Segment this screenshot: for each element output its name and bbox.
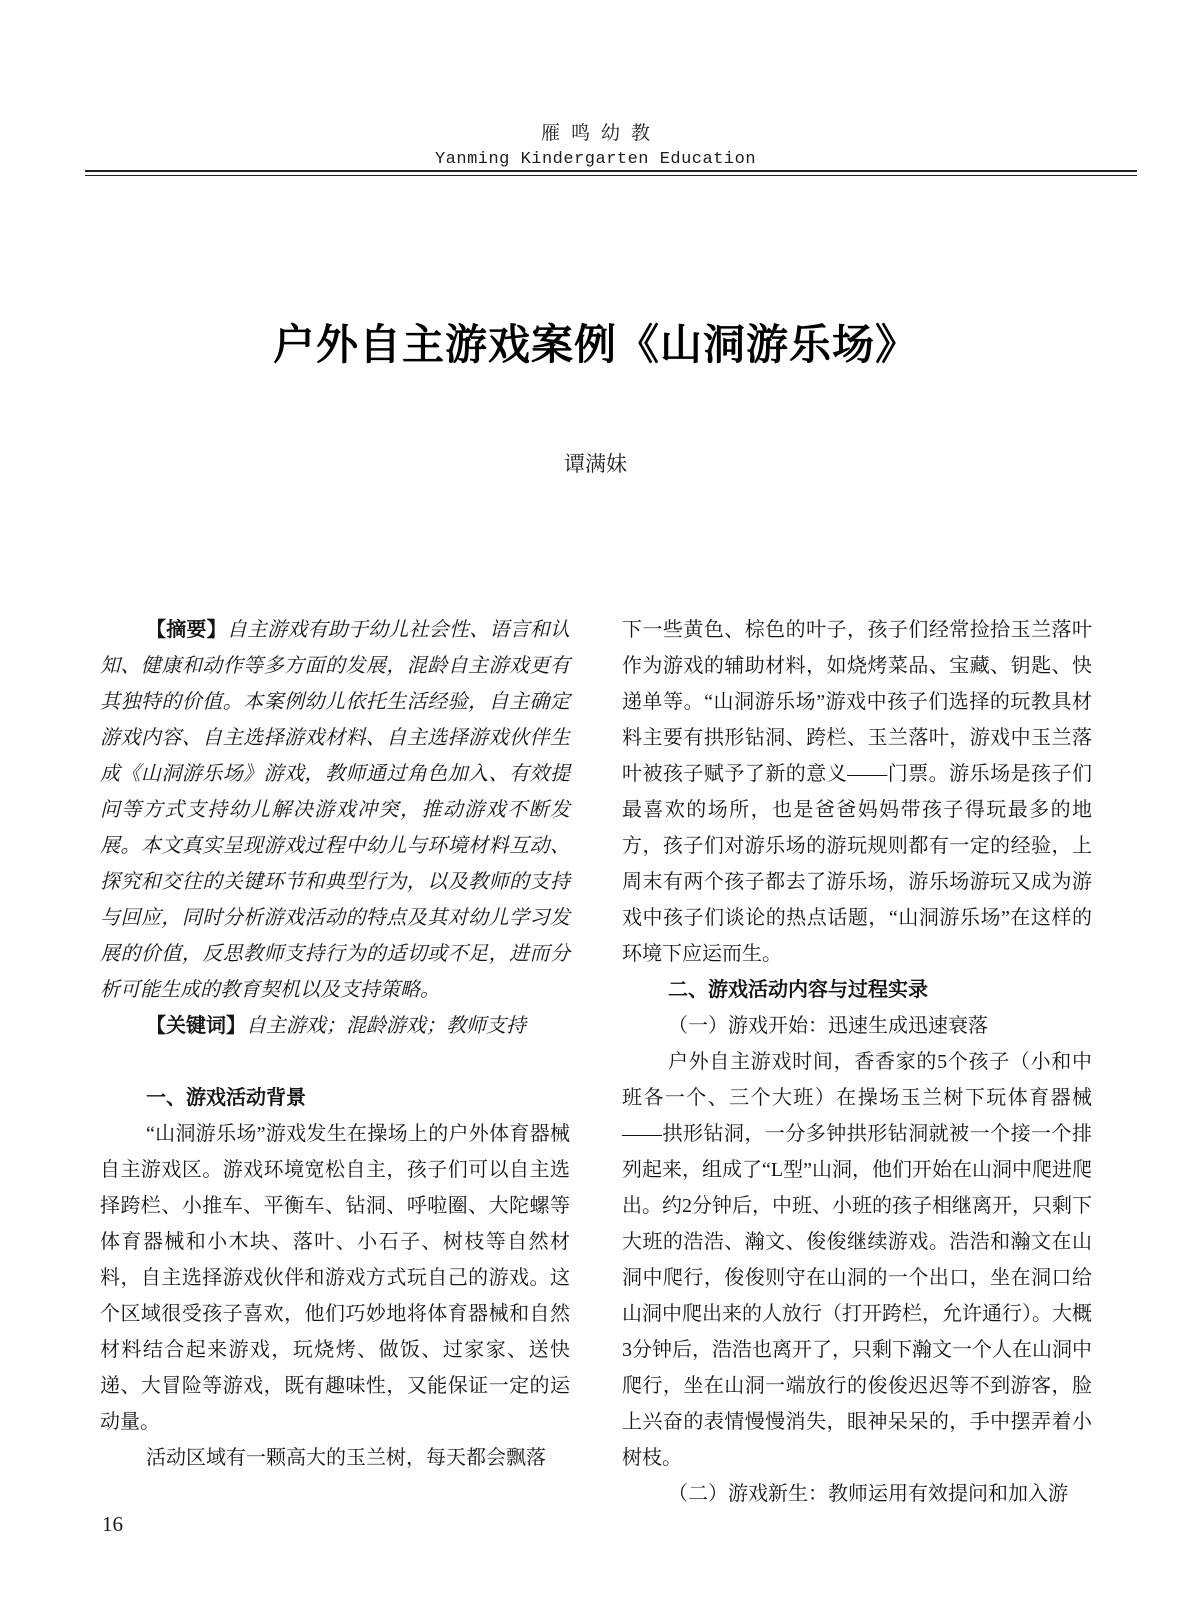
section2-heading: 二、游戏活动内容与过程实录 [668,979,928,1001]
section1-heading: 一、游戏活动背景 [146,1087,306,1109]
article-body [100,612,1092,1512]
abstract-label: 【摘要】 [146,619,227,641]
header-divider-rule [85,170,1137,176]
section2-sub2-heading: （二）游戏新生：教师运用有效提问和加入游 [668,1483,1068,1505]
abstract-paragraph [100,612,570,1008]
journal-title-en: Yanming Kindergarten Education [434,150,757,169]
section1-paragraph1: “山洞游乐场”游戏发生在操场上的户外体育器械自主游戏区。游戏环境宽松自主，孩子们可以自主选择跨栏、小推车、平衡车、钻洞、呼啦圈、大陀螺等体育器械和小木块、落叶、小石子、树枝等自然材料，自主选择游戏伙伴和游戏方式玩自己的游戏。这个区域很受孩子喜欢，他们巧妙地将体育器械和自然材料结合起来游戏，玩烧烤、做饭、过家家、送快递、大冒险等游戏，既有趣味性，又能保证一定的运动量。 [100,1123,570,1433]
article-author: 谭满妹 [564,452,627,476]
page-number: 16 [102,1512,123,1536]
journal-header [0,118,1191,169]
abstract-text: 自主游戏有助于幼儿社会性、语言和认知、健康和动作等多方面的发展，混龄自主游戏更有其独特的价值。本案例幼儿依托生活经验，自主确定游戏内容、自主选择游戏材料、自主选择游戏伙伴生成《山洞游乐场》游戏，教师通过角色加入、有效提问等方式支持幼儿解决游戏冲突，推动游戏不断发展。本文真实呈现游戏过程中幼儿与环境材料互动、探究和交往的关键环节和典型行为，以及教师的支持与回应，同时分析游戏活动的特点及其对幼儿学习发展的价值，反思教师支持行为的适切或不足，进而分析可能生成的教育契机以及支持策略。 [100,619,571,1001]
section1-paragraph2-continuation: 下一些黄色、棕色的叶子，孩子们经常捡拾玉兰落叶作为游戏的辅助材料，如烧烤菜品、宝藏、钥匙、快递单等。“山洞游乐场”游戏中孩子们选择的玩教具材料主要有拱形钻洞、跨栏、玉兰落叶，游戏中玉兰落叶被孩子赋予了新的意义——门票。游乐场是孩子们最喜欢的场所，也是爸爸妈妈带孩子得玩最多的地方，孩子们对游乐场的游玩规则都有一定的经验，上周末有两个孩子都去了游乐场，游乐场游玩又成为游戏中孩子们谈论的热点话题，“山洞游乐场”在这样的环境下应运而生。 [622,619,1092,965]
section1-paragraph2: 活动区域有一颗高大的玉兰树，每天都会飘落 [146,1447,546,1469]
journal-title-cn: 雁鸣幼教 [540,123,661,144]
keywords-paragraph [100,1008,570,1044]
article-title: 户外自主游戏案例《山洞游乐场》 [272,323,918,370]
right-column [622,612,1092,1512]
section2-sub1-heading: （一）游戏开始：迅速生成迅速衰落 [668,1015,988,1037]
section2-sub1-paragraph: 户外自主游戏时间，香香家的5个孩子（小和中班各一个、三个大班）在操场玉兰树下玩体育器械——拱形钻洞，一分多钟拱形钻洞就被一个接一个排列起来，组成了“L型”山洞，他们开始在山洞中爬进爬出。约2分钟后，中班、小班的孩子相继离开，只剩下大班的浩浩、瀚文、俊俊继续游戏。浩浩和瀚文在山洞中爬行，俊俊则守在山洞的一个出口，坐在洞口给山洞中爬出来的人放行（打开跨栏，允许通行）。大概3分钟后，浩浩也离开了，只剩下瀚文一个人在山洞中爬行，坐在山洞一端放行的俊俊迟迟等不到游客，脸上兴奋的表情慢慢消失，眼神呆呆的，手中摆弄着小树枝。 [622,1051,1092,1469]
keywords-text: 自主游戏；混龄游戏；教师支持 [246,1015,526,1037]
keywords-label: 【关键词】 [146,1015,246,1037]
left-column [100,612,570,1512]
